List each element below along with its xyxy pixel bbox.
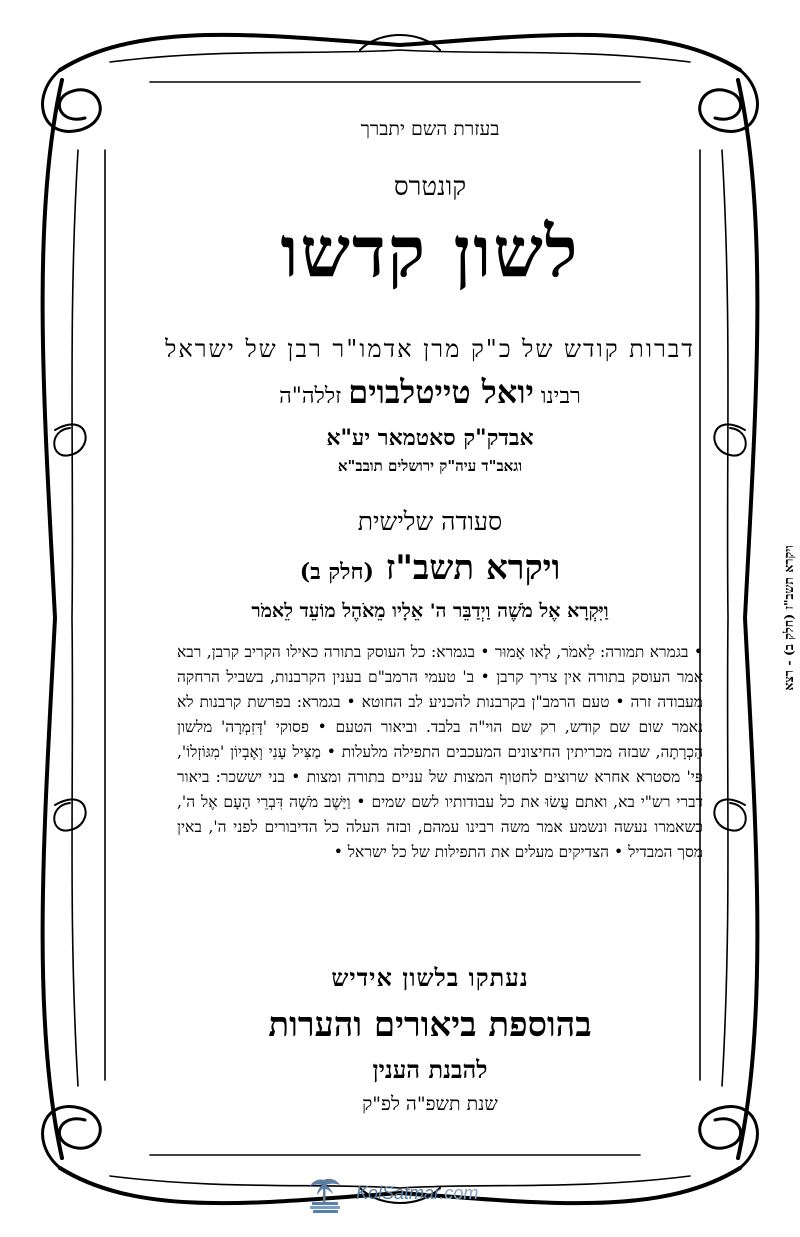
page-number: רצא — [781, 669, 796, 691]
publication-year: שנת תשפ"ה לפ"ק — [362, 1093, 498, 1115]
translation-note: נעתקו בלשון אידיש — [331, 963, 529, 992]
author-intro: דברות קודש של כ"ק מרן אדמו"ר רבן של ישראל — [165, 335, 695, 363]
author-suffix: זללה"ה — [279, 384, 342, 409]
title-prefix: קונטרס — [393, 172, 467, 202]
kolsatmar-logo[interactable] — [302, 1176, 522, 1216]
verse-heading: וַיִּקְרָא אֶל מֹשֶׁה וַיְדַבֵּר ה' אֵלָיו מֵאֹהֶל מוֹעֵד לֵאמֹר — [251, 600, 609, 622]
palm-tree-books-icon — [302, 1176, 348, 1216]
parsha-heading — [130, 548, 730, 588]
author-line — [130, 373, 730, 411]
author-title-2: וגאב"ד עיה"ק ירושלים תובב"א — [337, 457, 523, 475]
part-label: (חלק ב) — [299, 559, 374, 585]
side-running-head: ויקרא תשב"ז (חלק ב) - רצא — [781, 545, 796, 691]
logo-name: KolSatmar — [356, 1183, 440, 1203]
additions-heading: בהוספת ביאורים והערות — [268, 1005, 592, 1045]
logo-domain: .com — [439, 1183, 479, 1203]
author-prefix: רבינו — [540, 384, 581, 409]
understanding-line: להבנת הענין — [372, 1055, 488, 1084]
parsha-name: ויקרא תשב"ז — [385, 548, 561, 588]
page-title: לשון קדשו — [280, 210, 580, 293]
blessing-header: בעזרת השם יתברך — [360, 118, 500, 140]
occasion-label: סעודה שלישית — [357, 507, 503, 536]
author-title-1: אבדק"ק סאטמאר יע"א — [326, 425, 534, 451]
side-title: ויקרא תשב"ז (חלק ב) — [781, 545, 796, 657]
logo-wordmark — [356, 1183, 478, 1204]
author-name: יואל טייטלבוים — [348, 373, 534, 411]
contents-paragraph: • בגמרא תמורה: לֵאמֹר, לַאו אָמוּר • בגמרא: כל העוסק בתורה כאילו הקריב קרבן, רבא אמר העוסק בתורה אין צריך קרבן • ב' טעמי הרמב"ם בענין הקרבנות, בשביל הרחקה מעבודה זרה • טעם הרמב"ן בקרבנות להכניע לב החוטא • בגמרא: בפרשת קרבנות לא נאמר שום שם קודש, רק שם הוי"ה בלבד. וביאור הטעם • פסוקי 'דְּזִמְרָה' מלשון הַכְרָתָה, שבזה מכריתין החיצונים המעכבים התפילה מלעלות • מַצִּיל עָנִי וְאֶבְיוֹן 'מִגּוֹזְלוֹ', פי' מסטרא אחרא שרוצים לחטוף המצות של עניים בתורה ומצות • בני יששכר: ביאור דברי רש"י בא, ואתם עֲשׂוּ את כל עבודותיו לשם שמים • וַיָּשֶׁב מֹשֶׁה דִּבְרֵי הָעָם אֶל ה', כשאמרו נעשה ונשמע אמר משה רבינו עמהם, ובזה העלה כל הדיבורים לפני ה', באין מסך המבדיל • הצדיקים מעלים את התפילות של כל ישראל • — [177, 643, 703, 861]
